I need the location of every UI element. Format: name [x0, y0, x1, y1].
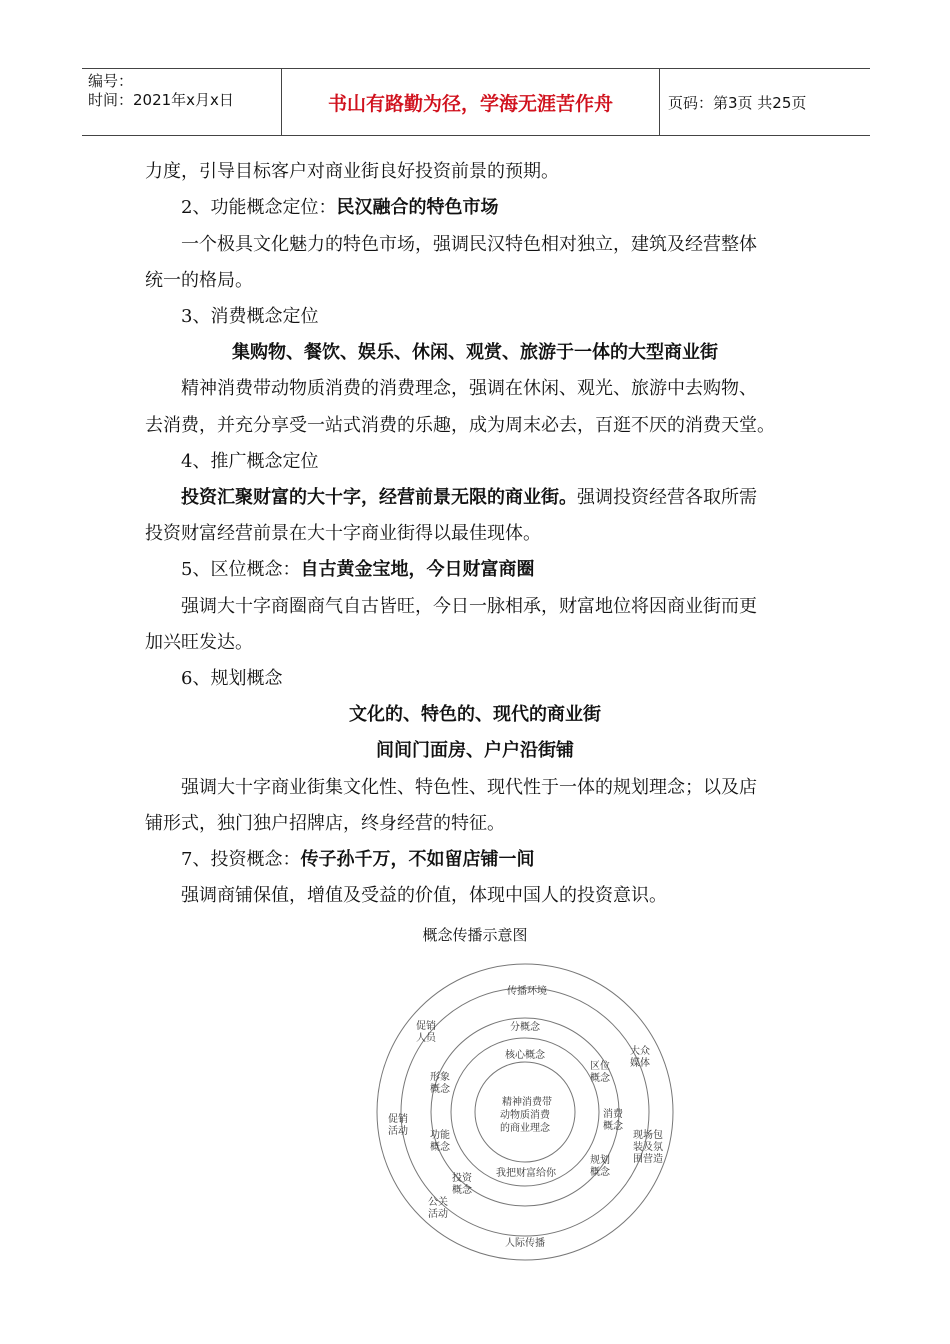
header-page-info: 页码：第3页 共25页: [668, 93, 807, 112]
middle-right1-2: 概念: [590, 1073, 610, 1084]
paragraph-line: 一个极具文化魅力的特色市场，强调民汉特色相对独立，建筑及经营整体: [181, 234, 757, 255]
concept-diagram: [0, 962, 950, 1262]
inner-bottom-label: 我把财富给你: [496, 1168, 556, 1179]
middle-right3-1: 规划: [590, 1155, 610, 1166]
time-label: 时间：2021年x月x日: [88, 91, 234, 109]
paragraph-line: 强调大十字商业街集文化性、特色性、现代性于一体的规划理念；以及店: [181, 777, 757, 798]
middle-left1-1: 形象: [430, 1072, 450, 1083]
paragraph-line: 统一的格局。: [145, 270, 253, 291]
outer-left-upper-1: 促销: [416, 1021, 436, 1032]
heading-emphasis: 自古黄金宝地，今日财富商圈: [300, 559, 535, 580]
middle-top-label: 分概念: [510, 1022, 540, 1033]
outer-left-upper-2: 人员: [416, 1033, 436, 1044]
heading-emphasis: 民汉融合的特色市场: [336, 197, 499, 218]
section-heading-3: 3、消费概念定位: [181, 306, 319, 327]
heading-prefix: 2、功能概念定位：: [181, 197, 337, 218]
outer-top-label: 传播环境: [507, 986, 547, 997]
outer-left-mid-2: 活动: [388, 1126, 408, 1137]
section-heading-6: 6、规划概念: [181, 668, 283, 689]
center-line-1: 精神消费带: [502, 1097, 552, 1108]
section-heading-4: 4、推广概念定位: [181, 451, 319, 472]
heading-emphasis: 传子孙千万，不如留店铺一间: [300, 849, 535, 870]
middle-right2-1: 消费: [603, 1109, 623, 1120]
outer-left-mid-1: 促销: [388, 1114, 408, 1125]
paragraph-line: 投资财富经营前景在大十字商业街得以最佳现体。: [145, 523, 541, 544]
outer-right-mid-1: 现场包: [633, 1130, 663, 1141]
number-label: 编号：: [88, 72, 134, 90]
paragraph-line: 精神消费带动物质消费的消费理念，强调在休闲、观光、旅游中去购物、: [181, 378, 757, 399]
paragraph-line: 铺形式，独门独户招牌店，终身经营的特征。: [145, 813, 505, 834]
outer-right-upper-1: 大众: [630, 1046, 650, 1057]
middle-left2-2: 概念: [430, 1142, 450, 1153]
middle-right1-1: 区位: [590, 1061, 610, 1072]
paragraph-line: 强调商铺保值，增值及受益的价值，体现中国人的投资意识。: [181, 885, 667, 906]
centered-slogan: 文化的、特色的、现代的商业街: [349, 704, 601, 725]
outer-right-upper-2: 媒体: [630, 1058, 650, 1069]
middle-right3-2: 概念: [590, 1167, 610, 1178]
heading-prefix: 5、区位概念：: [181, 559, 301, 580]
middle-left3-1: 投资: [452, 1173, 472, 1184]
middle-left2-1: 功能: [430, 1130, 450, 1141]
heading-prefix: 7、投资概念：: [181, 849, 301, 870]
outer-right-mid-2: 装及氛: [633, 1142, 663, 1153]
outer-left-lower-1: 公关: [428, 1197, 448, 1208]
paragraph-line: 去消费，并充分享受一站式消费的乐趣，成为周末必去，百逛不厌的消费天堂。: [145, 415, 775, 436]
middle-left1-2: 概念: [430, 1084, 450, 1095]
centered-slogan: 间间门面房、户户沿街铺: [376, 740, 574, 761]
middle-right2-2: 概念: [603, 1121, 623, 1132]
section-heading-7: [181, 848, 534, 872]
paragraph-line: 加兴旺发达。: [145, 632, 253, 653]
outer-left-lower-2: 活动: [428, 1209, 448, 1220]
section-heading-2: [181, 196, 498, 220]
outer-bottom-label: 人际传播: [505, 1238, 545, 1249]
middle-left3-2: 概念: [452, 1185, 472, 1196]
paragraph-line: [181, 486, 757, 510]
emphasis-text: 投资汇聚财富的大十字，经营前景无限的商业街。: [181, 487, 577, 508]
center-line-3: 的商业理念: [500, 1123, 550, 1134]
paragraph-line: 力度，引导目标客户对商业街良好投资前景的预期。: [145, 161, 559, 182]
header-motto: 书山有路勤为径，学海无涯苦作舟: [282, 69, 660, 135]
plain-text: 强调投资经营各取所需: [577, 487, 757, 508]
section-heading-5: [181, 558, 534, 582]
header-left-cell: [82, 69, 282, 135]
figure-title: 概念传播示意图: [422, 926, 528, 944]
inner-top-label: 核心概念: [505, 1050, 545, 1061]
centered-slogan: 集购物、餐饮、娱乐、休闲、观赏、旅游于一体的大型商业街: [232, 342, 718, 363]
paragraph-line: 强调大十字商圈商气自古皆旺，今日一脉相承，财富地位将因商业街而更: [181, 596, 757, 617]
center-line-2: 动物质消费: [500, 1110, 550, 1121]
outer-right-mid-3: 围营造: [633, 1154, 663, 1165]
page-header: [82, 68, 870, 136]
